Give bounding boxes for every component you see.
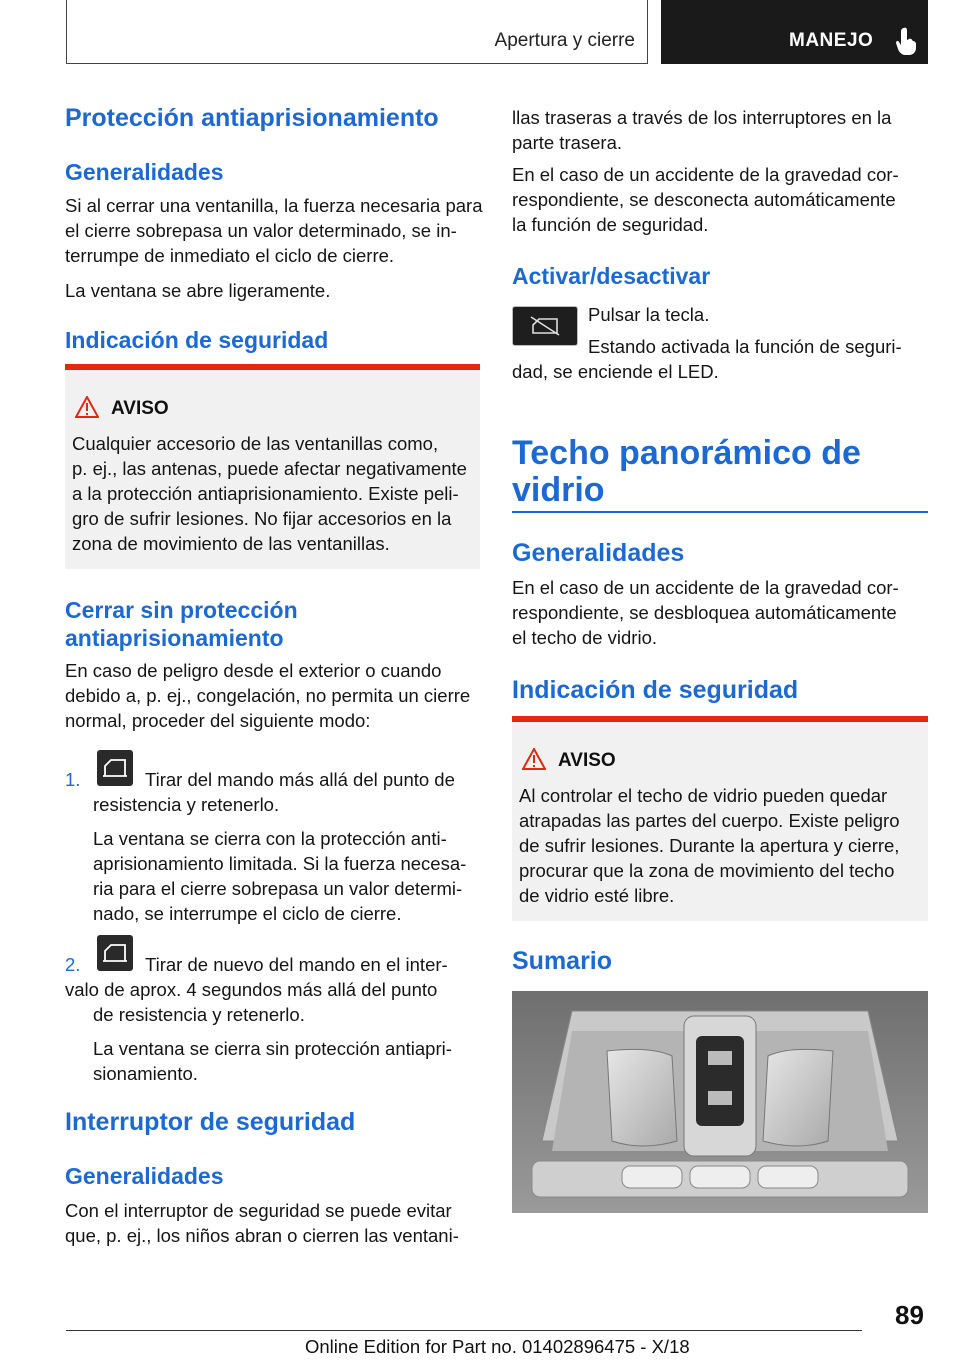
roof-title-2: vidrio bbox=[512, 471, 605, 509]
warning-text-2: p. ej., las antenas, puede afectar negativamente bbox=[72, 458, 467, 479]
step-detail: ria para el cierre sobrepasa un valor determi- bbox=[93, 878, 463, 899]
safety-heading: Indicación de seguridad bbox=[65, 327, 329, 353]
led-text-2: dad, se enciende el LED. bbox=[512, 361, 719, 382]
warning-text-3: a la protección antiaprisionamiento. Existe peli- bbox=[72, 483, 459, 504]
safety-switch-heading: Interruptor de seguridad bbox=[65, 1108, 356, 1136]
led-text-1: Estando activada la función de seguri- bbox=[588, 336, 902, 357]
step-detail: La ventana se cierra sin protección antiapri- bbox=[93, 1038, 452, 1059]
warning-text-1: Cualquier accesorio de las ventanillas como, bbox=[72, 433, 439, 454]
safety-heading: Indicación de seguridad bbox=[512, 676, 799, 704]
warning-triangle-icon bbox=[522, 748, 546, 770]
switch-text-1: Con el interruptor de seguridad se puede evitar bbox=[65, 1200, 452, 1221]
title-rule bbox=[512, 511, 928, 513]
continued-text-2: parte trasera. bbox=[512, 132, 623, 153]
overhead-console-photo bbox=[512, 991, 928, 1213]
header-chapter-tab bbox=[661, 0, 928, 64]
window-switch-icon bbox=[97, 750, 133, 786]
warning-text-5: zona de movimiento de las ventanillas. bbox=[72, 533, 390, 554]
step-text: resistencia y retenerlo. bbox=[93, 794, 280, 815]
warning-text-3: de sufrir lesiones. Durante la apertura y cierre, bbox=[519, 835, 900, 856]
step-detail: aprisionamiento limitada. Si la fuerza necesa- bbox=[93, 853, 467, 874]
header-section-tab bbox=[66, 0, 648, 64]
switch-text-2: que, p. ej., los niños abran o cierren las ventani- bbox=[65, 1225, 459, 1246]
footer-rule bbox=[66, 1330, 862, 1331]
window-opens-text: La ventana se abre ligeramente. bbox=[65, 280, 331, 301]
roof-text-2: respondiente, se desbloquea automáticamente bbox=[512, 602, 897, 623]
steering-hand-icon bbox=[895, 26, 919, 56]
generalities-heading: Generalidades bbox=[65, 1163, 224, 1189]
close-heading-2: antiaprisionamiento bbox=[65, 625, 284, 651]
generalities-text-2: el cierre sobrepasa un valor determinado, se in- bbox=[65, 220, 457, 241]
close-heading-1: Cerrar sin protección bbox=[65, 597, 298, 623]
window-switch-icon bbox=[97, 935, 133, 971]
generalities-text-3: terrumpe de inmediato el ciclo de cierre. bbox=[65, 245, 395, 266]
step-number: 1. bbox=[65, 769, 81, 790]
step-detail: La ventana se cierra con la protección anti- bbox=[93, 828, 447, 849]
warning-text-5: de vidrio esté libre. bbox=[519, 885, 675, 906]
step-detail: sionamiento. bbox=[93, 1063, 198, 1084]
accident-text-3: la función de seguridad. bbox=[512, 214, 709, 235]
warning-triangle-icon bbox=[75, 396, 99, 418]
press-key-text: Pulsar la tecla. bbox=[588, 304, 710, 325]
continued-text-1: llas traseras a través de los interruptores en la bbox=[512, 107, 892, 128]
step-detail: nado, se interrumpe el ciclo de cierre. bbox=[93, 903, 402, 924]
close-intro-3: normal, proceder del siguiente modo: bbox=[65, 710, 371, 731]
warning-text-1: Al controlar el techo de vidrio pueden quedar bbox=[519, 785, 888, 806]
warning-text-4: procurar que la zona de movimiento del techo bbox=[519, 860, 895, 881]
step-text: Tirar del mando más allá del punto de bbox=[145, 769, 455, 790]
generalities-heading: Generalidades bbox=[512, 539, 685, 567]
accident-text-2: respondiente, se desconecta automáticamente bbox=[512, 189, 896, 210]
safety-switch-key-icon bbox=[512, 306, 578, 346]
warning-label: AVISO bbox=[558, 750, 616, 771]
accident-text-1: En el caso de un accidente de la gravedad cor- bbox=[512, 164, 899, 185]
roof-title-1: Techo panorámico de bbox=[512, 434, 861, 472]
edition-text: Online Edition for Part no. 01402896475 - X/18 bbox=[305, 1336, 690, 1357]
page-number: 89 bbox=[895, 1300, 924, 1330]
generalities-text-1: Si al cerrar una ventanilla, la fuerza necesaria para bbox=[65, 195, 483, 216]
header-section-label: Apertura y cierre bbox=[494, 30, 635, 51]
header-chapter-label: MANEJO bbox=[789, 30, 874, 51]
generalities-heading: Generalidades bbox=[65, 159, 224, 185]
section-title: Protección antiaprisionamiento bbox=[65, 104, 439, 132]
warning-label: AVISO bbox=[111, 398, 169, 419]
step-text: Tirar de nuevo del mando en el inter- bbox=[145, 954, 448, 975]
warning-box bbox=[65, 364, 480, 569]
warning-text-2: atrapadas las partes del cuerpo. Existe peligro bbox=[519, 810, 900, 831]
activate-heading: Activar/desactivar bbox=[512, 263, 711, 289]
close-intro-2: debido a, p. ej., congelación, no permita un cierre bbox=[65, 685, 471, 706]
step-text: de resistencia y retenerlo. bbox=[93, 1004, 305, 1025]
step-text: valo de aprox. 4 segundos más allá del punto bbox=[65, 979, 438, 1000]
roof-text-1: En el caso de un accidente de la gravedad cor- bbox=[512, 577, 899, 598]
warning-text-4: gro de sufrir lesiones. No fijar accesorios en la bbox=[72, 508, 452, 529]
warning-box bbox=[512, 716, 928, 921]
step-number: 2. bbox=[65, 954, 81, 975]
summary-heading: Sumario bbox=[512, 947, 613, 975]
close-intro-1: En caso de peligro desde el exterior o cuando bbox=[65, 660, 442, 681]
roof-text-3: el techo de vidrio. bbox=[512, 627, 658, 648]
